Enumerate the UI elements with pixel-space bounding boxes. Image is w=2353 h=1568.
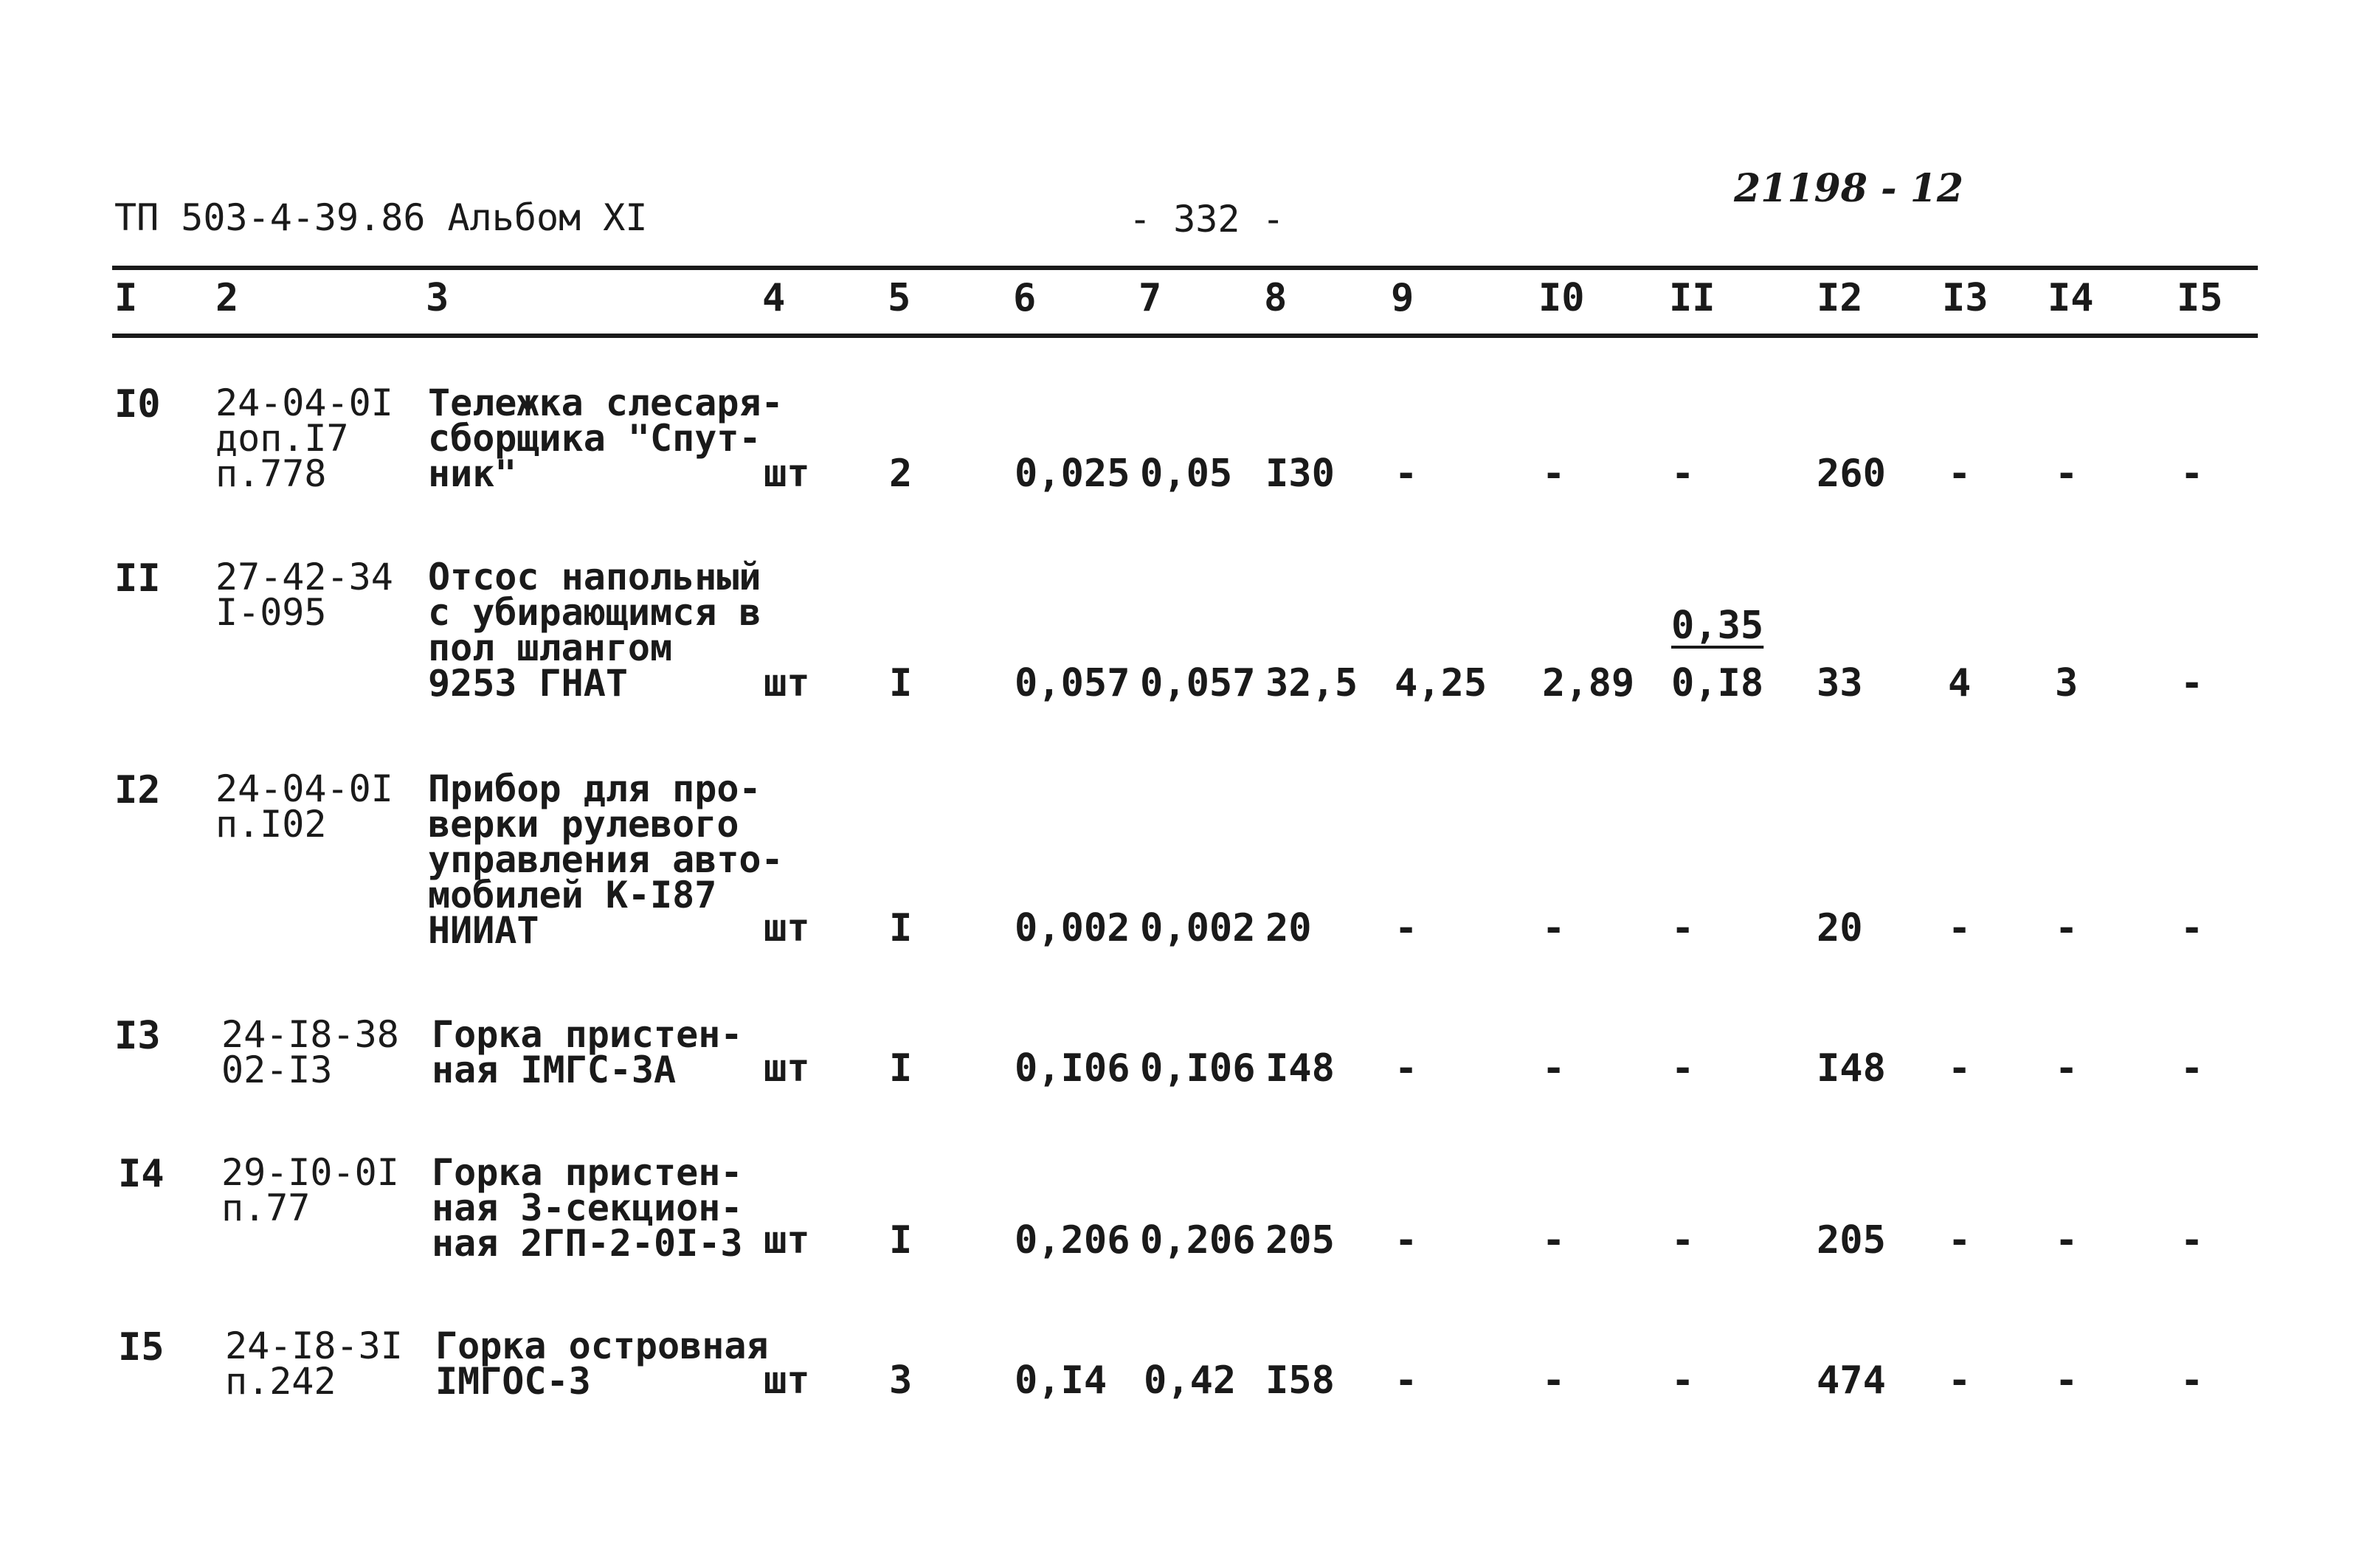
col-8-value: I30 bbox=[1265, 452, 1335, 496]
col-11-value: - bbox=[1671, 452, 1695, 496]
col-header-15: I5 bbox=[2177, 276, 2223, 320]
col-11-value: - bbox=[1671, 1046, 1695, 1091]
col-9-value: 4,25 bbox=[1395, 661, 1488, 705]
col-6-value: 0,I06 bbox=[1015, 1046, 1130, 1091]
page-number: - 332 - bbox=[1129, 198, 1285, 241]
col-8-value: I58 bbox=[1265, 1358, 1335, 1403]
catalog-code: 27-42-34 I-095 bbox=[215, 556, 393, 634]
item-description: Горка пристен- ная 3-секцион- ная 2ГП-2-0I-3 bbox=[432, 1151, 743, 1265]
quantity: I bbox=[889, 906, 913, 950]
quantity: I bbox=[889, 1218, 913, 1263]
col-11-value: - bbox=[1671, 1358, 1695, 1403]
quantity: I bbox=[889, 661, 913, 705]
col-7-value: 0,002 bbox=[1140, 906, 1256, 950]
catalog-code: 24-04-0I доп.I7 п.778 bbox=[215, 381, 393, 495]
col-header-9: 9 bbox=[1391, 276, 1414, 320]
col-header-13: I3 bbox=[1942, 276, 1989, 320]
col-6-value: 0,206 bbox=[1015, 1218, 1130, 1263]
col-header-5: 5 bbox=[888, 276, 911, 320]
col-9-value: - bbox=[1395, 452, 1418, 496]
col-15-value: - bbox=[2180, 906, 2204, 950]
col-7-value: 0,057 bbox=[1140, 661, 1256, 705]
row-number: II bbox=[114, 556, 161, 601]
col-11-fraction-numerator: 0,35 bbox=[1671, 604, 1764, 648]
unit: шт bbox=[764, 452, 810, 496]
quantity: 3 bbox=[889, 1358, 913, 1403]
col-10-value: - bbox=[1542, 1046, 1566, 1091]
col-7-value: 0,I06 bbox=[1140, 1046, 1256, 1091]
col-13-value: - bbox=[1948, 452, 1972, 496]
col-header-4: 4 bbox=[762, 276, 786, 320]
col-13-value: 4 bbox=[1948, 661, 1972, 705]
quantity: 2 bbox=[889, 452, 913, 496]
col-10-value: 2,89 bbox=[1542, 661, 1635, 705]
row-number: I5 bbox=[118, 1325, 165, 1370]
item-description: Тележка слесаря- сборщика "Спут- ник" bbox=[428, 381, 784, 495]
col-12-value: 474 bbox=[1817, 1358, 1886, 1403]
col-header-1: I bbox=[114, 276, 138, 320]
col-header-6: 6 bbox=[1013, 276, 1037, 320]
col-14-value: - bbox=[2055, 1046, 2079, 1091]
col-11-value: - bbox=[1671, 906, 1695, 950]
catalog-code: 24-I8-38 02-I3 bbox=[221, 1013, 399, 1091]
col-10-value: - bbox=[1542, 1358, 1566, 1403]
col-header-7: 7 bbox=[1139, 276, 1162, 320]
row-number: I3 bbox=[114, 1014, 161, 1058]
handwritten-note: 21198 - 12 bbox=[1734, 166, 1964, 211]
item-description: Горка островная IМГОС-3 bbox=[435, 1324, 769, 1403]
col-11-value: - bbox=[1671, 1218, 1695, 1263]
col-15-value: - bbox=[2180, 452, 2204, 496]
col-12-value: 20 bbox=[1817, 906, 1863, 950]
col-header-11: II bbox=[1669, 276, 1715, 320]
col-13-value: - bbox=[1948, 1358, 1972, 1403]
col-9-value: - bbox=[1395, 906, 1418, 950]
col-6-value: 0,002 bbox=[1015, 906, 1130, 950]
document-reference: ТП 503-4-39.86 Альбом XI bbox=[114, 196, 648, 239]
col-header-8: 8 bbox=[1264, 276, 1288, 320]
col-15-value: - bbox=[2180, 1358, 2204, 1403]
col-header-3: 3 bbox=[426, 276, 449, 320]
col-14-value: - bbox=[2055, 1358, 2079, 1403]
quantity: I bbox=[889, 1046, 913, 1091]
col-10-value: - bbox=[1542, 1218, 1566, 1263]
col-13-value: - bbox=[1948, 1218, 1972, 1263]
col-header-14: I4 bbox=[2048, 276, 2094, 320]
item-description: Отсос напольный с убирающимся в пол шлангом 9253 ГНАТ bbox=[428, 556, 761, 705]
col-12-value: 260 bbox=[1817, 452, 1886, 496]
col-8-value: I48 bbox=[1265, 1046, 1335, 1091]
col-12-value: 205 bbox=[1817, 1218, 1886, 1263]
col-7-value: 0,206 bbox=[1140, 1218, 1256, 1263]
unit: шт bbox=[764, 1218, 810, 1263]
col-9-value: - bbox=[1395, 1358, 1418, 1403]
col-13-value: - bbox=[1948, 1046, 1972, 1091]
col-header-2: 2 bbox=[215, 276, 239, 320]
col-14-value: - bbox=[2055, 1218, 2079, 1263]
col-9-value: - bbox=[1395, 1046, 1418, 1091]
unit: шт bbox=[764, 906, 810, 950]
col-15-value: - bbox=[2180, 1046, 2204, 1091]
col-15-value: - bbox=[2180, 661, 2204, 705]
col-13-value: - bbox=[1948, 906, 1972, 950]
col-14-value: - bbox=[2055, 906, 2079, 950]
unit: шт bbox=[764, 1046, 810, 1091]
col-9-value: - bbox=[1395, 1218, 1418, 1263]
col-6-value: 0,057 bbox=[1015, 661, 1130, 705]
unit: шт bbox=[764, 1358, 810, 1403]
col-header-12: I2 bbox=[1817, 276, 1863, 320]
col-11-value: 0,I8 bbox=[1671, 661, 1764, 705]
item-description: Прибор для про- верки рулевого управления авто- мобилей К-I87 НИИАТ bbox=[428, 767, 784, 952]
col-12-value: I48 bbox=[1817, 1046, 1886, 1091]
catalog-code: 24-I8-3I п.242 bbox=[225, 1324, 403, 1403]
row-number: I4 bbox=[118, 1152, 165, 1196]
col-6-value: 0,025 bbox=[1015, 452, 1130, 496]
col-15-value: - bbox=[2180, 1218, 2204, 1263]
item-description: Горка пристен- ная IМГС-3А bbox=[432, 1013, 743, 1091]
col-8-value: 205 bbox=[1265, 1218, 1335, 1263]
col-header-10: I0 bbox=[1538, 276, 1585, 320]
catalog-code: 24-04-0I п.I02 bbox=[215, 767, 393, 846]
col-10-value: - bbox=[1542, 452, 1566, 496]
row-number: I0 bbox=[114, 382, 161, 426]
col-8-value: 20 bbox=[1265, 906, 1312, 950]
col-8-value: 32,5 bbox=[1265, 661, 1358, 705]
col-14-value: - bbox=[2055, 452, 2079, 496]
table-top-rule bbox=[112, 266, 2258, 270]
unit: шт bbox=[764, 661, 810, 705]
row-number: I2 bbox=[114, 768, 161, 812]
col-10-value: - bbox=[1542, 906, 1566, 950]
table-header-rule bbox=[112, 334, 2258, 338]
col-6-value: 0,I4 bbox=[1015, 1358, 1108, 1403]
col-12-value: 33 bbox=[1817, 661, 1863, 705]
catalog-code: 29-I0-0I п.77 bbox=[221, 1151, 399, 1229]
col-7-value: 0,42 bbox=[1144, 1358, 1237, 1403]
col-7-value: 0,05 bbox=[1140, 452, 1233, 496]
col-14-value: 3 bbox=[2055, 661, 2079, 705]
